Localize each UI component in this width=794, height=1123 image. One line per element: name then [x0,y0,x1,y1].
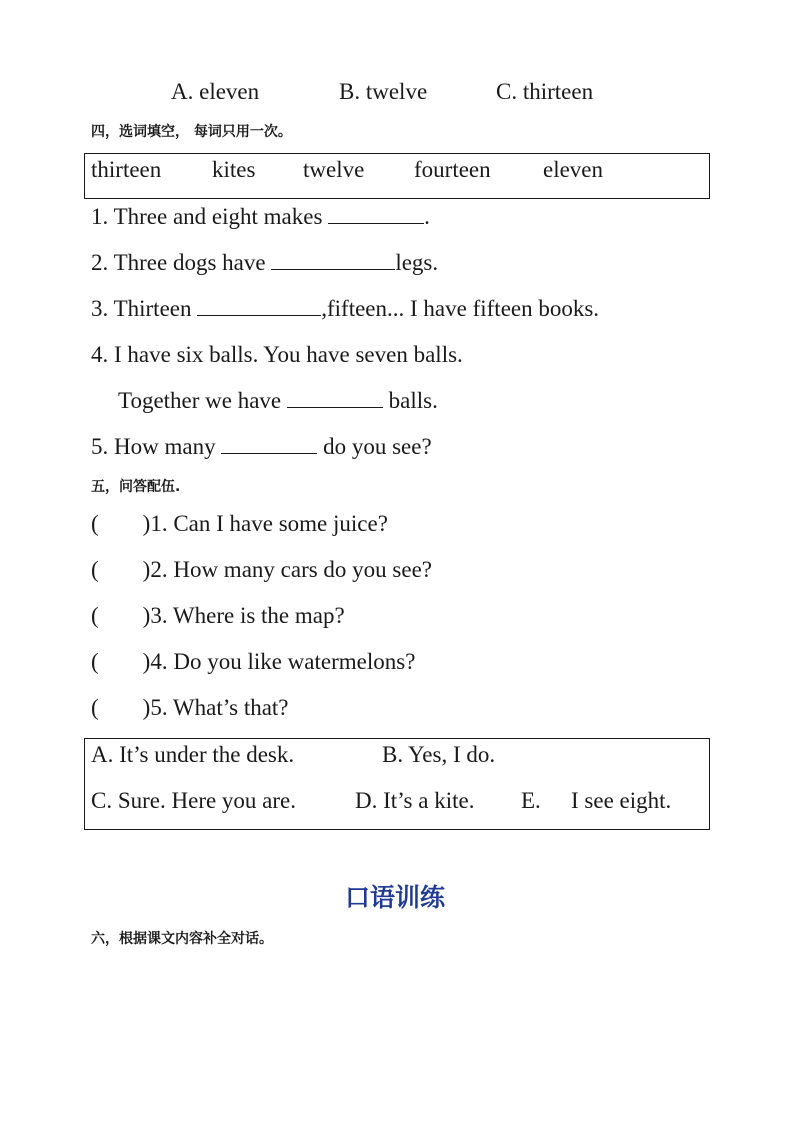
match-question: )1. Can I have some juice? [142,511,388,536]
question-1 [91,203,430,231]
question-2 [91,249,438,277]
answer-blank[interactable] [328,203,424,224]
word-bank-item: kites [212,157,256,182]
answer-blank[interactable] [271,249,395,270]
match-question: )5. What’s that? [142,695,289,720]
section4-heading: 四，选词填空， 每词只用一次。 [91,124,292,140]
section6-heading: 六，根据课文内容补全对话。 [91,931,273,947]
open-paren: ( [91,557,99,582]
question-text: . [424,204,430,229]
match-question: )4. Do you like watermelons? [142,649,416,674]
answer-option-c: C. Sure. Here you are. [91,788,297,813]
match-question: )2. How many cars do you see? [142,557,433,582]
answer-blank[interactable] [221,433,317,454]
word-bank-item: thirteen [91,157,162,182]
question-5 [91,433,432,461]
question-4-line1: 4. I have six balls. You have seven balls. [91,342,463,367]
question-text: Together we have [118,388,282,413]
answer-option-e-label: E. [521,788,541,813]
match-item-3 [91,602,345,630]
question-4-line2 [118,387,438,415]
open-paren: ( [91,649,99,674]
answer-option-a: A. It’s under the desk. [91,742,295,767]
question-text: 3. Thirteen [91,296,192,321]
section5-heading: 五，问答配伍. [91,479,181,495]
word-bank-box [84,153,710,199]
match-item-5 [91,694,289,722]
oral-practice-title: 口语训练 [345,883,446,912]
answer-blank[interactable] [197,295,321,316]
question-text: 2. Three dogs have [91,250,266,275]
word-bank-item: twelve [303,157,365,182]
answer-option-e-text: I see eight. [571,788,672,813]
question-text: legs. [395,250,439,275]
answer-option-b: B. Yes, I do. [382,742,496,767]
match-item-2 [91,556,432,584]
option-a: A. eleven [171,79,260,104]
match-item-4 [91,648,415,676]
word-bank-item: eleven [543,157,604,182]
open-paren: ( [91,603,99,628]
question-text: 1. Three and eight makes [91,204,323,229]
question-3 [91,295,599,323]
answer-option-d: D. It’s a kite. [355,788,475,813]
word-bank-item: fourteen [414,157,491,182]
option-b: B. twelve [339,79,428,104]
question-text: ,fifteen... I have fifteen books. [321,296,600,321]
match-item-1 [91,510,388,538]
question-text: do you see? [323,434,432,459]
answer-blank[interactable] [287,387,383,408]
option-c: C. thirteen [496,79,594,104]
match-question: )3. Where is the map? [142,603,345,628]
question-text: balls. [388,388,438,413]
question-text: 5. How many [91,434,216,459]
open-paren: ( [91,511,99,536]
open-paren: ( [91,695,99,720]
